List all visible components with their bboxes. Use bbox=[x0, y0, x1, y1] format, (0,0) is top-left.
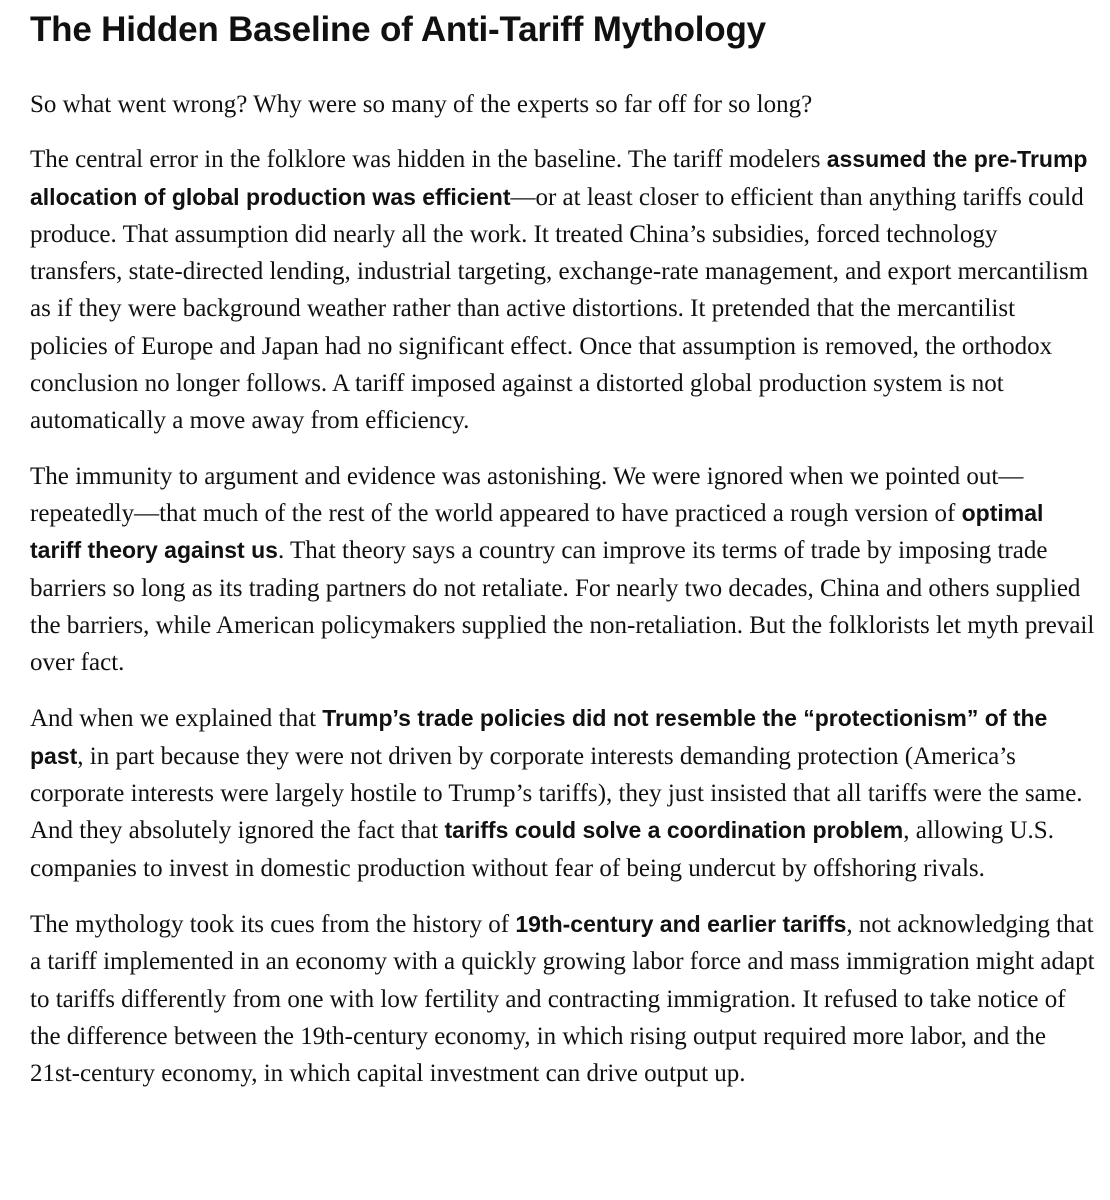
paragraph-trade-policies bbox=[30, 700, 1095, 886]
paragraph-text: , allowing U.S. companies to invest in domestic production without fear of being undercut by offshoring rivals. bbox=[30, 817, 1054, 882]
paragraph-text: And when we explained that bbox=[30, 705, 323, 733]
paragraph-text: . That theory says a country can improve its terms of trade by imposing trade barriers so long as its trading partners do not retaliate. For nearly two decades, China and others supplied the barriers, while American policymakers supplied the non-retaliation. But the folklorists let myth prevail over fact. bbox=[30, 537, 1095, 677]
emphasis-text: optimal tariff theory against us bbox=[30, 499, 1044, 564]
paragraph-text: —or at least closer to efficient than anything tariffs could produce. That assumption did nearly all the work. It treated China’s subsidies, forced technology transfers, state-directed lending, industrial targeting, exchange-rate management, and export mercantilism as if they were background weather rather than active distortions. It pretended that the mercantilist policies of Europe and Japan had no significant effect. Once that assumption is removed, the orthodox conclusion no longer follows. A tariff imposed against a distorted global production system is not automatically a move away from efficiency. bbox=[30, 183, 1089, 435]
paragraph-text: So what went wrong? Why were so many of the experts so far off for so long? bbox=[30, 91, 813, 118]
emphasis-text: Trump’s trade policies did not resemble the “protectionism” of the past bbox=[30, 705, 1048, 769]
paragraph-optimal-tariff bbox=[30, 458, 1095, 682]
paragraph-intro bbox=[30, 86, 1095, 123]
paragraph-text: , in part because they were not driven by corporate interests demanding protection (America’s corporate interests were largely hostile to Trump’s tariffs), they just insisted that all tariffs were the same. And they absolutely ignored the fact that bbox=[30, 742, 1083, 845]
article-title: The Hidden Baseline of Anti-Tariff Mythology bbox=[30, 10, 766, 49]
paragraph-text: The mythology took its cues from the history of bbox=[30, 910, 516, 938]
paragraph-mythology-history bbox=[30, 906, 1095, 1092]
paragraph-text: , not acknowledging that a tariff implemented in an economy with a quickly growing labor force and mass immigration might adapt to tariffs differently from one with low fertility and contracting immigration. It refused to take notice of the difference between the 19th-century economy, in which rising output required more labor, and the 21st-century economy, in which capital investment can drive output up. bbox=[30, 910, 1095, 1088]
article bbox=[30, 0, 1095, 1092]
paragraph-text: The immunity to argument and evidence was astonishing. We were ignored when we pointed out—repeatedly—that much of the rest of the world appeared to have practiced a rough version of bbox=[30, 462, 1024, 527]
emphasis-text: tariffs could solve a coordination problem bbox=[444, 817, 904, 844]
emphasis-text: assumed the pre-Trump allocation of global production was efficient bbox=[30, 146, 1088, 210]
paragraph-text: The central error in the folklore was hidden in the baseline. The tariff modelers bbox=[30, 146, 827, 174]
emphasis-text: 19th-century and earlier tariffs bbox=[515, 910, 847, 937]
paragraph-baseline-error bbox=[30, 141, 1095, 439]
